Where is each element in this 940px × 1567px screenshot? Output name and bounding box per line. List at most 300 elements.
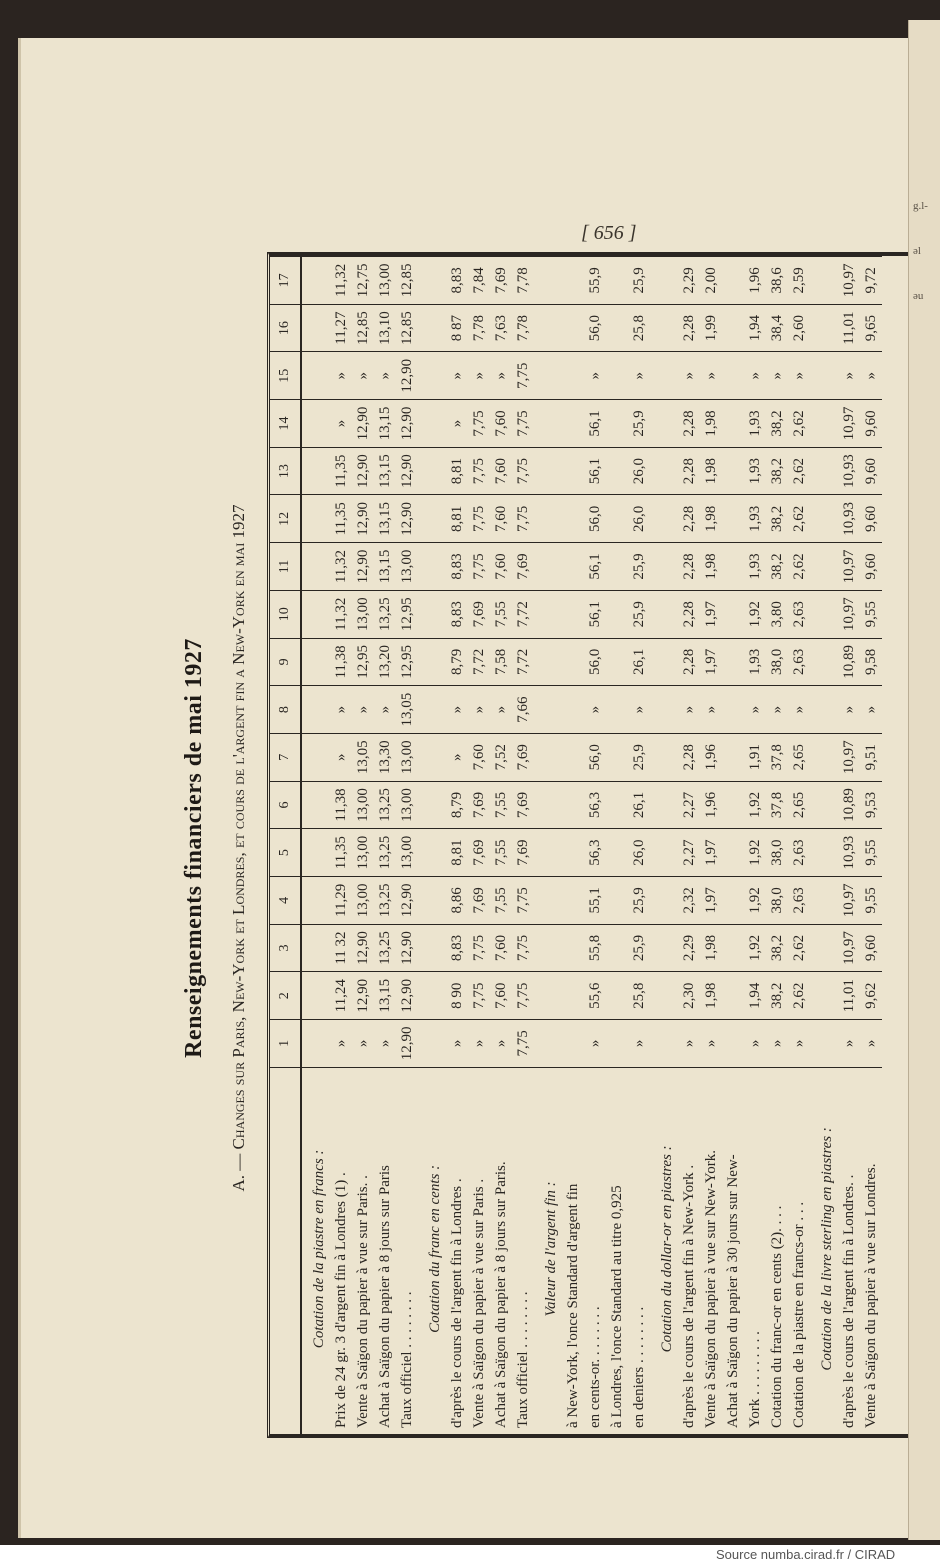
next-page-fragment: əl: [913, 245, 921, 257]
table-cell: 56,0: [584, 638, 606, 686]
table-cell: 1,98: [700, 495, 722, 543]
table-cell: »: [860, 686, 882, 734]
table-cell: 12,90: [396, 972, 418, 1020]
table-row: [678, 257, 700, 1435]
table-cell: 1,98: [700, 400, 722, 448]
table-cell: 13,25: [374, 590, 396, 638]
row-label: Vente à Saïgon du papier à vue sur Paris .: [468, 1067, 490, 1434]
empty-cell: [534, 638, 562, 686]
table-cell: 13,00: [396, 781, 418, 829]
empty-cell: [418, 638, 446, 686]
table-cell: 1,98: [700, 543, 722, 591]
table-cell: 12,90: [352, 924, 374, 972]
table-cell: 7,69: [490, 257, 512, 305]
empty-cell: [418, 495, 446, 543]
table-cell: 9,62: [860, 972, 882, 1020]
table-cell: 7,69: [512, 543, 534, 591]
table-cell: »: [838, 1020, 860, 1068]
empty-cell: [301, 781, 330, 829]
table-row: [490, 257, 512, 1435]
table-cell: »: [446, 352, 468, 400]
table-cell: 25,9: [628, 924, 650, 972]
table-cell: 1,92: [744, 590, 766, 638]
table-row: [396, 257, 418, 1435]
empty-cell: [650, 733, 678, 781]
table-cell: »: [374, 352, 396, 400]
table-cell: 9,72: [860, 257, 882, 305]
column-header: 12: [270, 495, 301, 543]
table-cell: 2,32: [678, 877, 700, 925]
table-cell: »: [584, 1020, 606, 1068]
empty-cell: [810, 733, 838, 781]
table-cell: [562, 972, 584, 1020]
table-cell: 13,00: [396, 733, 418, 781]
table-cell: 11,01: [838, 304, 860, 352]
table-cell: 8,86: [446, 877, 468, 925]
table-cell: »: [468, 1020, 490, 1068]
table-cell: 1,96: [744, 257, 766, 305]
column-header: 1: [270, 1020, 301, 1068]
table-cell: 13,00: [352, 781, 374, 829]
table-cell: »: [352, 352, 374, 400]
table-cell: 10,97: [838, 924, 860, 972]
table-cell: »: [744, 352, 766, 400]
table-cell: »: [678, 1020, 700, 1068]
table-cell: 56,0: [584, 495, 606, 543]
table-cell: 7,72: [512, 590, 534, 638]
row-label: d'après le cours de l'argent fin à Londres. .: [838, 1067, 860, 1434]
table-cell: 7,55: [490, 829, 512, 877]
table-cell: 10,97: [838, 733, 860, 781]
table-cell: 7,75: [468, 447, 490, 495]
table-row: [700, 257, 722, 1435]
table-cell: [606, 495, 628, 543]
table-cell: [606, 1020, 628, 1068]
table-cell: 7,52: [490, 733, 512, 781]
empty-cell: [534, 352, 562, 400]
table-cell: [606, 972, 628, 1020]
empty-cell: [301, 257, 330, 305]
table-row: [512, 257, 534, 1435]
table-cell: »: [788, 352, 810, 400]
table-cell: 56,1: [584, 400, 606, 448]
empty-cell: [418, 304, 446, 352]
table-cell: »: [860, 1020, 882, 1068]
column-header: 9: [270, 638, 301, 686]
next-page-fragment: g.l-: [913, 200, 928, 212]
table-cell: 7,66: [512, 686, 534, 734]
table-cell: 56,1: [584, 543, 606, 591]
table-cell: 7,60: [490, 972, 512, 1020]
empty-cell: [418, 352, 446, 400]
table-cell: [562, 447, 584, 495]
row-label: Prix de 24 gr. 3 d'argent fin à Londres (1) .: [330, 1067, 352, 1434]
empty-cell: [810, 447, 838, 495]
table-cell: 13,30: [374, 733, 396, 781]
table-cell: »: [628, 1020, 650, 1068]
empty-cell: [810, 304, 838, 352]
table-cell: 7,75: [468, 924, 490, 972]
table-cell: »: [330, 352, 352, 400]
table-cell: [722, 686, 744, 734]
row-label: York . . . . . . . . .: [744, 1067, 766, 1434]
table-cell: [606, 304, 628, 352]
empty-cell: [301, 686, 330, 734]
table-cell: »: [678, 352, 700, 400]
table-cell: »: [766, 352, 788, 400]
table-cell: 2,28: [678, 400, 700, 448]
table-cell: 7,75: [512, 400, 534, 448]
table-cell: 13,15: [374, 400, 396, 448]
row-label: Cotation du franc en cents :: [418, 1067, 446, 1434]
empty-cell: [534, 495, 562, 543]
table-cell: 7,60: [490, 543, 512, 591]
table-cell: 9,55: [860, 877, 882, 925]
empty-cell: [534, 590, 562, 638]
table-cell: 13,15: [374, 543, 396, 591]
table-cell: 2,62: [788, 972, 810, 1020]
table-cell: [562, 924, 584, 972]
table-cell: 2,65: [788, 733, 810, 781]
row-label: à New-York, l'once Standard d'argent fin: [562, 1067, 584, 1434]
table-cell: 13,20: [374, 638, 396, 686]
table-cell: 10,97: [838, 590, 860, 638]
row-label: Cotation de la livre sterling en piastres :: [810, 1067, 838, 1434]
table-cell: 12,90: [352, 400, 374, 448]
table-cell: [606, 257, 628, 305]
table-cell: 13,15: [374, 447, 396, 495]
table-cell: »: [468, 686, 490, 734]
table-cell: 9,65: [860, 304, 882, 352]
table-cell: [562, 543, 584, 591]
table-row: [744, 257, 766, 1435]
table-cell: 9,60: [860, 400, 882, 448]
table-cell: 1,96: [700, 733, 722, 781]
table-cell: 7,84: [468, 257, 490, 305]
table-cell: 2,62: [788, 495, 810, 543]
table-cell: 56,1: [584, 590, 606, 638]
table-cell: »: [352, 1020, 374, 1068]
empty-cell: [650, 924, 678, 972]
table-cell: 7,69: [468, 877, 490, 925]
table-cell: 1,93: [744, 543, 766, 591]
table-cell: »: [352, 686, 374, 734]
empty-cell: [301, 877, 330, 925]
empty-cell: [418, 924, 446, 972]
table-cell: »: [838, 686, 860, 734]
table-cell: [722, 924, 744, 972]
empty-cell: [810, 877, 838, 925]
table-cell: 7,75: [512, 447, 534, 495]
table-cell: [722, 257, 744, 305]
table-cell: 2,63: [788, 590, 810, 638]
table-cell: 1,92: [744, 781, 766, 829]
table-cell: 13,00: [396, 543, 418, 591]
table-cell: 7,60: [490, 924, 512, 972]
row-label: Achat à Saïgon du papier à 8 jours sur Paris.: [490, 1067, 512, 1434]
row-label: Taux officiel . . . . . . . .: [512, 1067, 534, 1434]
empty-cell: [810, 1020, 838, 1068]
table-cell: 9,60: [860, 543, 882, 591]
table-cell: 8,83: [446, 924, 468, 972]
empty-cell: [534, 733, 562, 781]
table-cell: »: [490, 686, 512, 734]
table-cell: 11,32: [330, 543, 352, 591]
table-cell: 7,78: [512, 304, 534, 352]
table-row: [446, 257, 468, 1435]
table-cell: [606, 781, 628, 829]
table-cell: 26,1: [628, 638, 650, 686]
empty-cell: [650, 447, 678, 495]
empty-cell: [650, 257, 678, 305]
empty-cell: [534, 924, 562, 972]
table-cell: 12,90: [396, 495, 418, 543]
empty-cell: [418, 877, 446, 925]
table-cell: 26,0: [628, 447, 650, 495]
table-cell: [562, 638, 584, 686]
empty-cell: [301, 447, 330, 495]
table-cell: 38,2: [766, 543, 788, 591]
table-cell: [606, 924, 628, 972]
table-cell: 12,90: [396, 924, 418, 972]
empty-cell: [810, 543, 838, 591]
table-cell: 8,81: [446, 447, 468, 495]
column-header: 14: [270, 400, 301, 448]
table-cell: 56,0: [584, 733, 606, 781]
empty-cell: [534, 1020, 562, 1068]
empty-cell: [301, 1020, 330, 1068]
empty-cell: [301, 924, 330, 972]
column-header: 6: [270, 781, 301, 829]
next-page-edge: [908, 20, 940, 1540]
table-body: [301, 257, 882, 1435]
table-cell: 1,98: [700, 924, 722, 972]
table-cell: 11,35: [330, 495, 352, 543]
empty-cell: [301, 352, 330, 400]
table-cell: »: [678, 686, 700, 734]
table-cell: 1,96: [700, 781, 722, 829]
table-cell: [562, 829, 584, 877]
table-cell: 13,15: [374, 972, 396, 1020]
table-cell: 26,0: [628, 829, 650, 877]
table-cell: 25,8: [628, 304, 650, 352]
empty-cell: [301, 972, 330, 1020]
table-row: [722, 257, 744, 1435]
table-cell: 10,97: [838, 877, 860, 925]
table-cell: »: [446, 400, 468, 448]
empty-cell: [810, 781, 838, 829]
empty-cell: [534, 447, 562, 495]
empty-cell: [650, 495, 678, 543]
table-cell: 25,9: [628, 257, 650, 305]
table-cell: 7,60: [468, 733, 490, 781]
table-cell: 11,35: [330, 447, 352, 495]
table-cell: 8 87: [446, 304, 468, 352]
table-cell: »: [766, 686, 788, 734]
table-cell: 11,27: [330, 304, 352, 352]
row-label: Taux officiel . . . . . . . .: [396, 1067, 418, 1434]
empty-cell: [534, 877, 562, 925]
empty-cell: [810, 590, 838, 638]
table-cell: [562, 877, 584, 925]
table-cell: 13,15: [374, 495, 396, 543]
table-cell: 56,0: [584, 304, 606, 352]
table-cell: [722, 638, 744, 686]
table-cell: 38,2: [766, 495, 788, 543]
table-cell: 1,94: [744, 972, 766, 1020]
table-cell: 9,60: [860, 495, 882, 543]
table-cell: 8,83: [446, 590, 468, 638]
table-cell: [606, 590, 628, 638]
empty-cell: [534, 972, 562, 1020]
empty-cell: [650, 638, 678, 686]
table-cell: »: [374, 1020, 396, 1068]
table-cell: 7,60: [490, 400, 512, 448]
table-cell: 12,95: [396, 590, 418, 638]
table-cell: 56,1: [584, 447, 606, 495]
table-cell: 7,63: [490, 304, 512, 352]
table-section-row: [810, 257, 838, 1435]
empty-cell: [301, 495, 330, 543]
empty-cell: [534, 829, 562, 877]
table-cell: 8,79: [446, 638, 468, 686]
table-cell: »: [766, 1020, 788, 1068]
table-cell: [562, 686, 584, 734]
row-label: d'après le cours de l'argent fin à New-York .: [678, 1067, 700, 1434]
table-cell: 13,00: [396, 829, 418, 877]
empty-cell: [534, 686, 562, 734]
rotated-table-block: [181, 258, 924, 1438]
table-cell: 2,28: [678, 304, 700, 352]
table-cell: 8,83: [446, 543, 468, 591]
table-cell: 2,27: [678, 829, 700, 877]
table-cell: [562, 352, 584, 400]
empty-cell: [301, 400, 330, 448]
table-cell: 13,25: [374, 877, 396, 925]
table-cell: [562, 590, 584, 638]
table-cell: 9,60: [860, 447, 882, 495]
row-label: Cotation du franc-or en cents (2). . . .: [766, 1067, 788, 1434]
column-header: 16: [270, 304, 301, 352]
table-cell: 56,3: [584, 829, 606, 877]
table-cell: 13,10: [374, 304, 396, 352]
table-cell: »: [860, 352, 882, 400]
table-cell: 13,25: [374, 829, 396, 877]
table-cell: 7,75: [512, 352, 534, 400]
row-label: en deniers . . . . . . . .: [628, 1067, 650, 1434]
document-page: [18, 38, 913, 1538]
table-cell: 55,9: [584, 257, 606, 305]
row-label: Valeur de l'argent fin :: [534, 1067, 562, 1434]
table-cell: [606, 733, 628, 781]
table-cell: [562, 400, 584, 448]
table-cell: 7,58: [490, 638, 512, 686]
table-cell: 7,75: [512, 924, 534, 972]
row-label: à Londres, l'once Standard au titre 0,925: [606, 1067, 628, 1434]
table-cell: 38,0: [766, 877, 788, 925]
empty-cell: [650, 877, 678, 925]
table-cell: 37,8: [766, 781, 788, 829]
table-cell: 7,69: [468, 829, 490, 877]
table-cell: 7,69: [468, 590, 490, 638]
empty-cell: [418, 829, 446, 877]
table-cell: 7,75: [512, 877, 534, 925]
table-cell: 10,93: [838, 447, 860, 495]
table-cell: »: [330, 686, 352, 734]
column-header: 4: [270, 877, 301, 925]
empty-cell: [810, 686, 838, 734]
table-cell: 12,85: [352, 304, 374, 352]
table-cell: 2,30: [678, 972, 700, 1020]
table-cell: »: [788, 686, 810, 734]
table-row: [860, 257, 882, 1435]
table-cell: 2,62: [788, 447, 810, 495]
table-cell: 7,75: [468, 543, 490, 591]
table-cell: 7,75: [468, 400, 490, 448]
column-header: 7: [270, 733, 301, 781]
column-header: 10: [270, 590, 301, 638]
table-cell: [562, 1020, 584, 1068]
table-cell: 1,92: [744, 877, 766, 925]
table-cell: 2,63: [788, 877, 810, 925]
table-cell: [606, 638, 628, 686]
table-cell: 1,97: [700, 829, 722, 877]
table-cell: 10,97: [838, 543, 860, 591]
table-cell: 12,90: [396, 352, 418, 400]
table-cell: 9,55: [860, 829, 882, 877]
table-cell: 1,94: [744, 304, 766, 352]
empty-cell: [810, 829, 838, 877]
table-cell: 2,28: [678, 543, 700, 591]
table-cell: 13,25: [374, 924, 396, 972]
page-number: [ 656 ]: [581, 222, 637, 244]
row-label: Cotation du dollar-or en piastres :: [650, 1067, 678, 1434]
table-cell: 38,0: [766, 638, 788, 686]
table-cell: 55,8: [584, 924, 606, 972]
table-cell: 25,9: [628, 400, 650, 448]
table-cell: 7,69: [468, 781, 490, 829]
table-cell: »: [330, 733, 352, 781]
row-label: Cotation de la piastre en francs :: [301, 1067, 330, 1434]
column-header: 17: [270, 257, 301, 305]
table-cell: 25,8: [628, 972, 650, 1020]
table-cell: 2,28: [678, 495, 700, 543]
source-credit: Source numba.cirad.fr / CIRAD: [716, 1547, 896, 1562]
table-cell: 12,75: [352, 257, 374, 305]
next-page-fragment: əu: [913, 290, 924, 302]
table-cell: 1,98: [700, 447, 722, 495]
empty-cell: [418, 447, 446, 495]
table-cell: [722, 877, 744, 925]
table-cell: [722, 352, 744, 400]
table-cell: [562, 257, 584, 305]
table-cell: 8 90: [446, 972, 468, 1020]
table-section-row: [650, 257, 678, 1435]
table-cell: 38,2: [766, 972, 788, 1020]
table-cell: 7,55: [490, 877, 512, 925]
table-row: [838, 257, 860, 1435]
table-cell: [722, 304, 744, 352]
table-cell: »: [700, 352, 722, 400]
table-cell: 7,72: [468, 638, 490, 686]
table-header-row: [270, 257, 301, 1435]
empty-cell: [301, 638, 330, 686]
table-cell: [722, 543, 744, 591]
table-cell: 26,0: [628, 495, 650, 543]
table-cell: 3,80: [766, 590, 788, 638]
table-cell: 7,69: [512, 781, 534, 829]
table-cell: 2,59: [788, 257, 810, 305]
